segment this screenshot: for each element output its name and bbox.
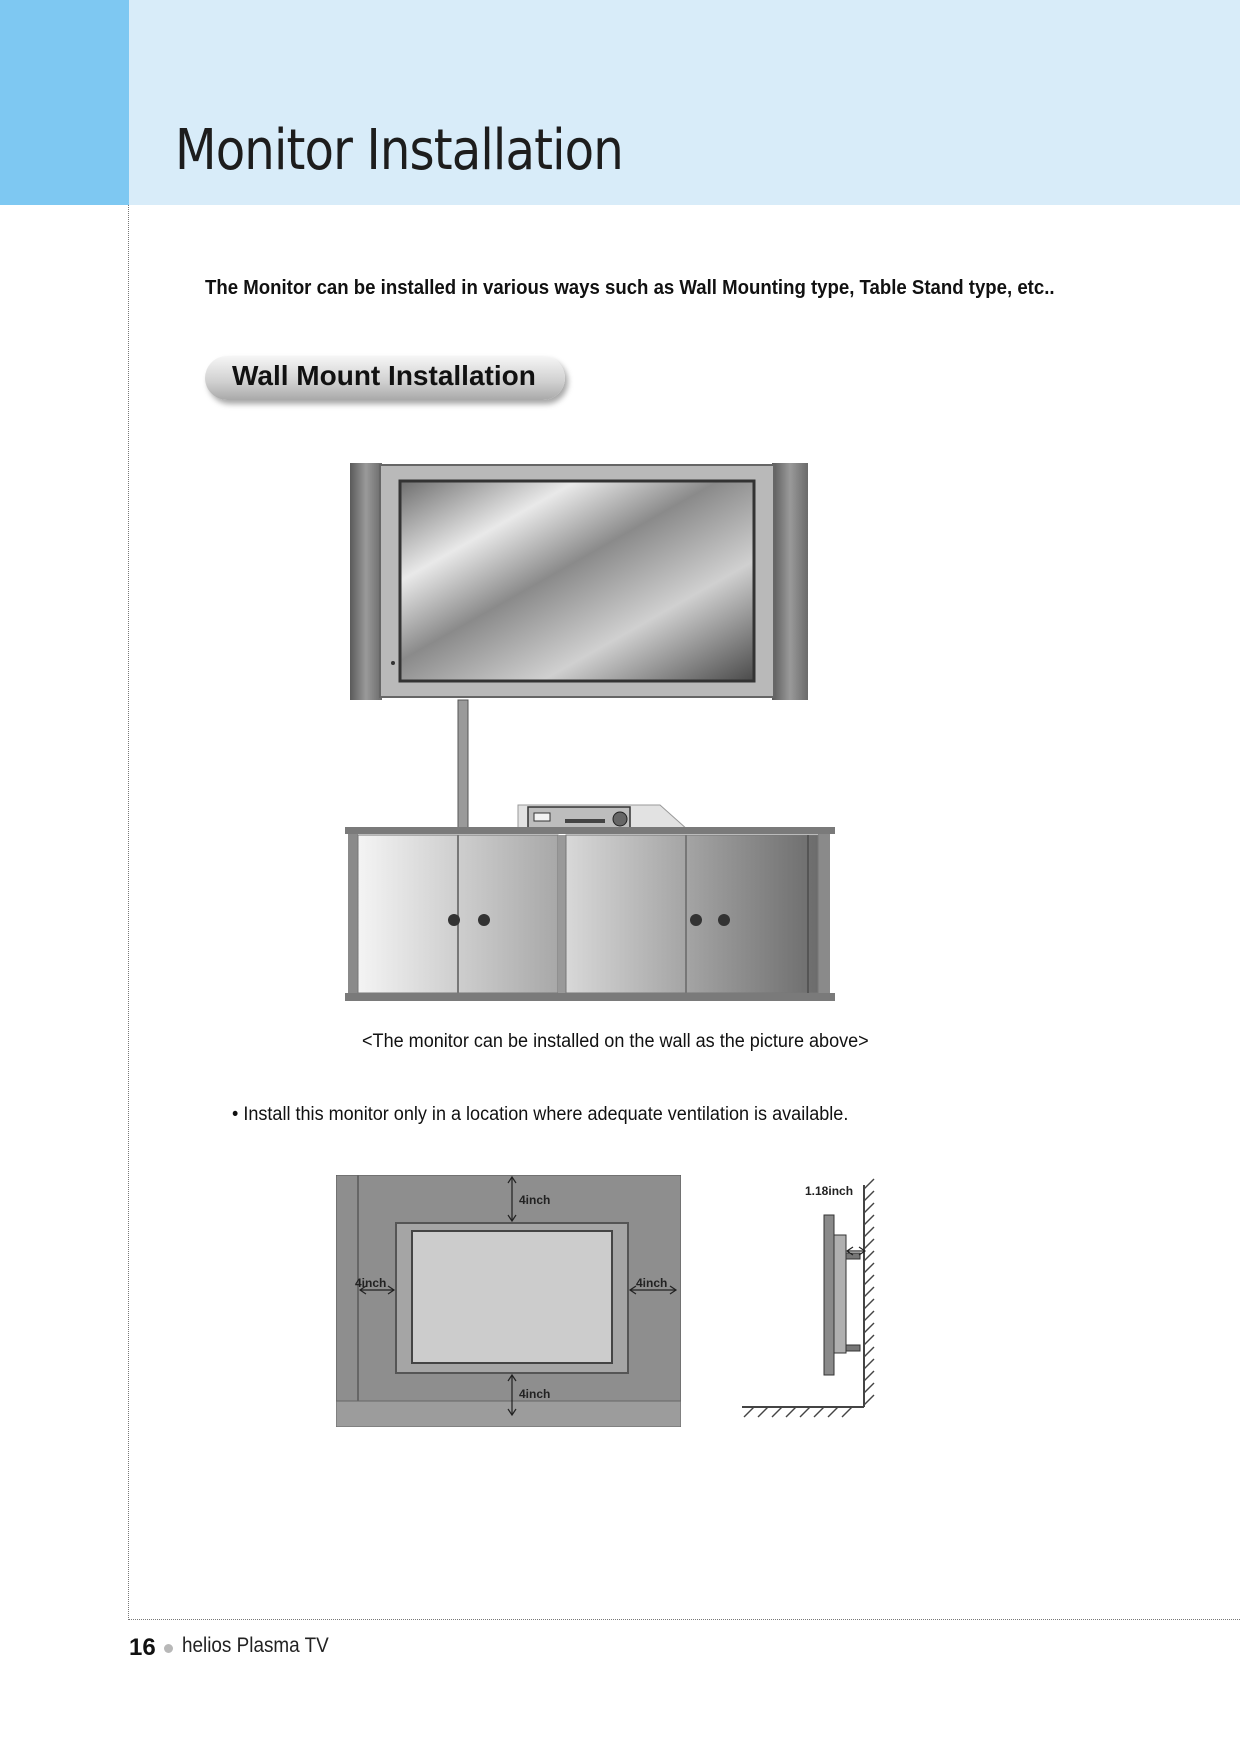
bottom-clearance-label: 4inch [519,1387,551,1401]
section-heading: Wall Mount Installation [232,360,536,391]
wall-hatching [864,1179,874,1405]
wall-mount-illustration [330,455,850,1015]
left-speaker [350,463,382,700]
footer-dotted-line [128,1619,1240,1620]
page-number: 16 [129,1634,156,1661]
side-clearance-drawing [740,1175,890,1425]
floor-hatching [744,1407,852,1417]
tv-monitor [350,463,808,700]
wall-gap-label: 1.18inch [805,1184,854,1198]
cabinet [345,827,835,1001]
footer-product-name: helios Plasma TV [182,1634,329,1657]
right-speaker [772,463,808,700]
side-clearance-diagram [740,1175,890,1425]
tv-screen [400,481,754,681]
figure-caption: <The monitor can be installed on the wall as the picture above> [362,1031,869,1052]
header-side-tab [0,0,129,205]
top-clearance-label: 4inch [519,1193,551,1207]
front-clearance-drawing [336,1175,681,1427]
front-clearance-diagram [336,1175,681,1427]
left-clearance-label: 4inch [355,1276,387,1290]
page-title: Monitor Installation [175,118,623,183]
ventilation-note: • Install this monitor only in a location where adequate ventilation is available. [232,1104,849,1125]
footer-bullet-dot [164,1644,173,1653]
cable-pole [458,700,468,830]
margin-dotted-line [128,205,129,1620]
intro-text: The Monitor can be installed in various ways such as Wall Mounting type, Table Stand type, etc.. [205,277,1055,299]
right-clearance-label: 4inch [636,1276,668,1290]
